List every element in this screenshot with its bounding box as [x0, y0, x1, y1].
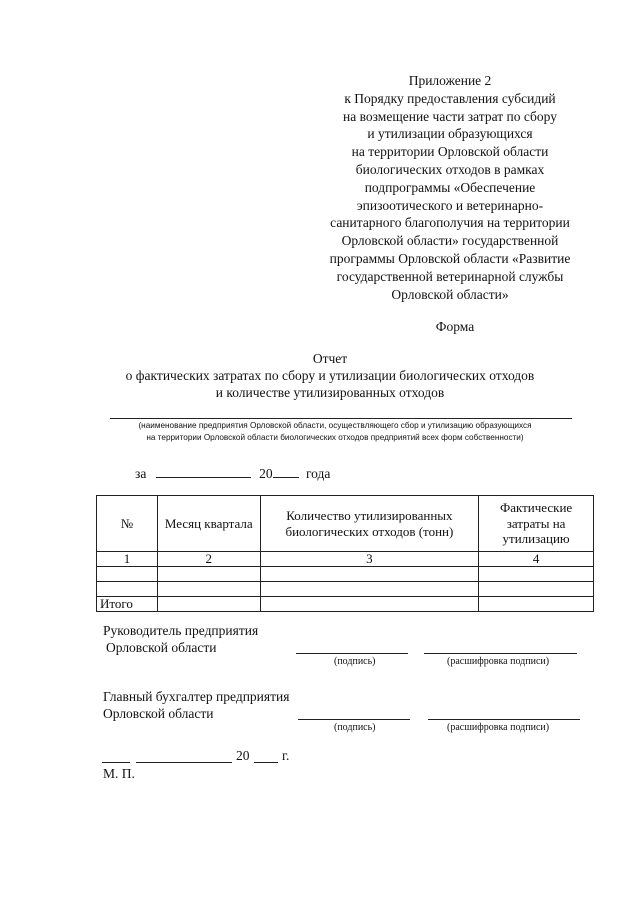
table-row [97, 567, 594, 582]
appendix-line: Орловской области» государственной [341, 233, 559, 249]
table-total-row [97, 597, 594, 612]
accountant-title-line1: Главный бухгалтер предприятия [103, 689, 290, 704]
form-label: Форма [435, 319, 475, 334]
table-cell[interactable] [97, 567, 158, 582]
accountant-signature-caption: (подпись) [334, 722, 376, 733]
column-number: 3 [260, 552, 479, 567]
appendix-line: Орловской области» [391, 286, 509, 302]
appendix-line: на возмещение части затрат по сбору [343, 108, 557, 124]
period-blank[interactable] [156, 464, 251, 478]
column-header-month: Месяц квартала [157, 496, 260, 552]
column-number: 2 [157, 552, 260, 567]
caption-line: на территории Орловской области биологических отходов предприятий всех форм собственности) [146, 432, 524, 442]
column-header-quantity: Количество утилизированных биологических отходов (тонн) [260, 496, 479, 552]
period-year-prefix: 20 [259, 466, 273, 481]
appendix-line: на территории Орловской области [351, 144, 549, 160]
title-line: и количестве утилизированных отходов [215, 385, 445, 400]
table-cell[interactable] [260, 597, 479, 612]
enterprise-name-line[interactable] [110, 418, 572, 419]
date-month-line[interactable] [136, 762, 232, 763]
table-cell[interactable] [260, 582, 479, 597]
table-cell[interactable] [97, 582, 158, 597]
period-line [135, 464, 330, 482]
table-cell[interactable] [157, 567, 260, 582]
appendix-line: государственной ветеринарной службы [336, 268, 564, 284]
year-blank[interactable] [273, 464, 299, 478]
column-header-number: № [97, 496, 158, 552]
date-year-prefix: 20 [236, 748, 250, 763]
head-signature-caption: (подпись) [334, 656, 376, 667]
appendix-line: к Порядку предоставления субсидий [344, 90, 556, 106]
report-table [96, 495, 594, 612]
table-header-row [97, 496, 594, 552]
appendix-line: биологических отходов в рамках [355, 161, 545, 177]
table-cell[interactable] [479, 582, 594, 597]
caption-line: (наименование предприятия Орловской области, осуществляющего сбор и утилизацию образующихся [138, 421, 532, 430]
table-cell[interactable] [479, 597, 594, 612]
appendix-header [300, 72, 600, 303]
table-row [97, 582, 594, 597]
table-column-numbers-row [97, 552, 594, 567]
appendix-line: и утилизации образующихся [367, 126, 533, 142]
head-title-line1: Руководитель предприятия [103, 623, 259, 638]
date-year-line[interactable] [254, 762, 278, 763]
head-title-line2: Орловской области [106, 640, 217, 655]
table-cell[interactable] [157, 582, 260, 597]
date-day-line[interactable] [102, 762, 130, 763]
table-cell[interactable] [479, 567, 594, 582]
accountant-decoding-line[interactable] [428, 719, 580, 720]
head-decoding-caption: (расшифровка подписи) [447, 656, 550, 667]
appendix-line: программы Орловской области «Развитие [329, 250, 571, 266]
total-label: Итого [97, 597, 158, 612]
accountant-title-line2: Орловской области [103, 706, 214, 721]
period-prefix: за [135, 466, 147, 481]
enterprise-name-caption [90, 420, 580, 443]
appendix-line: подпрограммы «Обеспечение [364, 179, 536, 195]
accountant-decoding-caption: (расшифровка подписи) [447, 722, 550, 733]
date-suffix: г. [282, 748, 290, 763]
period-suffix: года [305, 466, 331, 481]
report-title [90, 350, 570, 401]
column-number: 1 [97, 552, 158, 567]
head-signature-line[interactable] [296, 653, 408, 654]
column-number: 4 [479, 552, 594, 567]
table-cell[interactable] [157, 597, 260, 612]
title-line: о фактических затратах по сбору и утилизации биологических отходов [125, 368, 535, 383]
accountant-signature-line[interactable] [298, 719, 410, 720]
table-cell[interactable] [260, 567, 479, 582]
head-decoding-line[interactable] [424, 653, 577, 654]
appendix-line: Приложение 2 [408, 73, 492, 88]
appendix-line: эпизоотического и ветеринарно- [356, 197, 544, 213]
stamp-label: М. П. [103, 766, 135, 781]
title-line: Отчет [312, 351, 348, 366]
appendix-line: санитарного благополучия на территории [330, 215, 570, 231]
column-header-costs: Фактические затраты на утилизацию [479, 496, 594, 552]
